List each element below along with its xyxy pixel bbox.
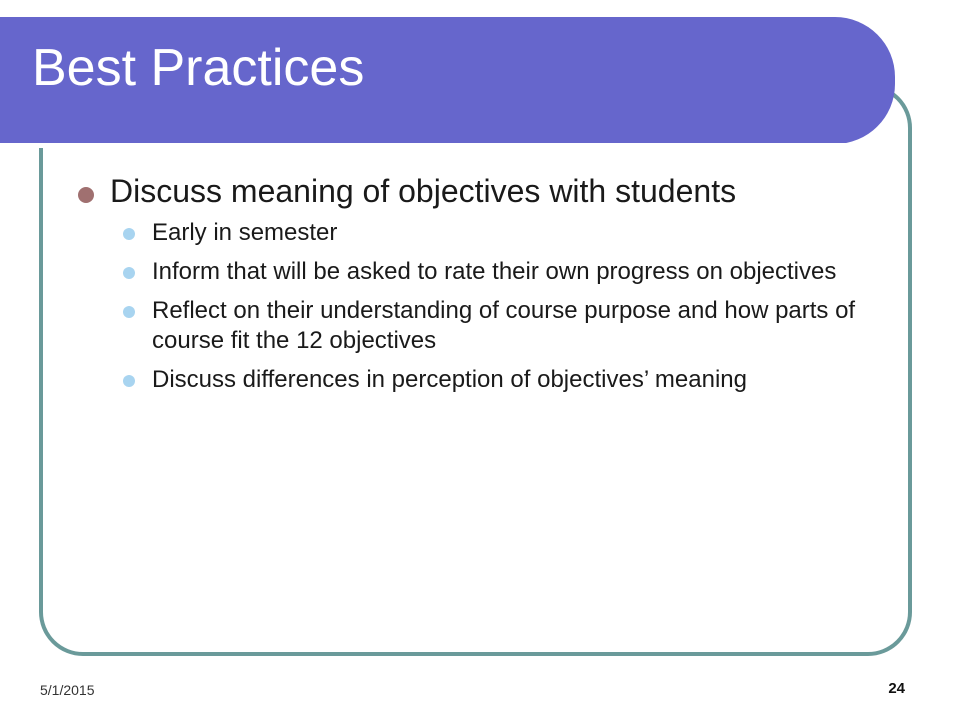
- bullet-item: [78, 172, 878, 210]
- page-number: 24: [888, 680, 905, 697]
- bullet-text: Discuss meaning of objectives with students: [110, 173, 737, 209]
- bullet-icon: [78, 187, 94, 203]
- title-underline: [0, 143, 848, 148]
- sub-bullet-item: [78, 296, 878, 356]
- sub-bullet-icon: [123, 228, 135, 240]
- slide-title: Best Practices: [32, 39, 365, 97]
- sub-bullet-item: [78, 218, 878, 248]
- sub-bullet-icon: [123, 306, 135, 318]
- sub-bullet-text: Reflect on their understanding of course purpose and how parts of course fit the 12 objectives: [152, 297, 856, 355]
- sub-bullet-text: Early in semester: [152, 219, 338, 247]
- sub-bullet-item: [78, 365, 878, 395]
- footer-date: 5/1/2015: [40, 682, 95, 698]
- sub-bullet-item: [78, 257, 878, 287]
- sub-bullet-text: Discuss differences in perception of objectives’ meaning: [152, 366, 747, 394]
- bullet-list: [78, 172, 878, 404]
- sub-bullet-text: Inform that will be asked to rate their own progress on objectives: [152, 258, 837, 286]
- sub-bullet-icon: [123, 267, 135, 279]
- sub-bullet-icon: [123, 375, 135, 387]
